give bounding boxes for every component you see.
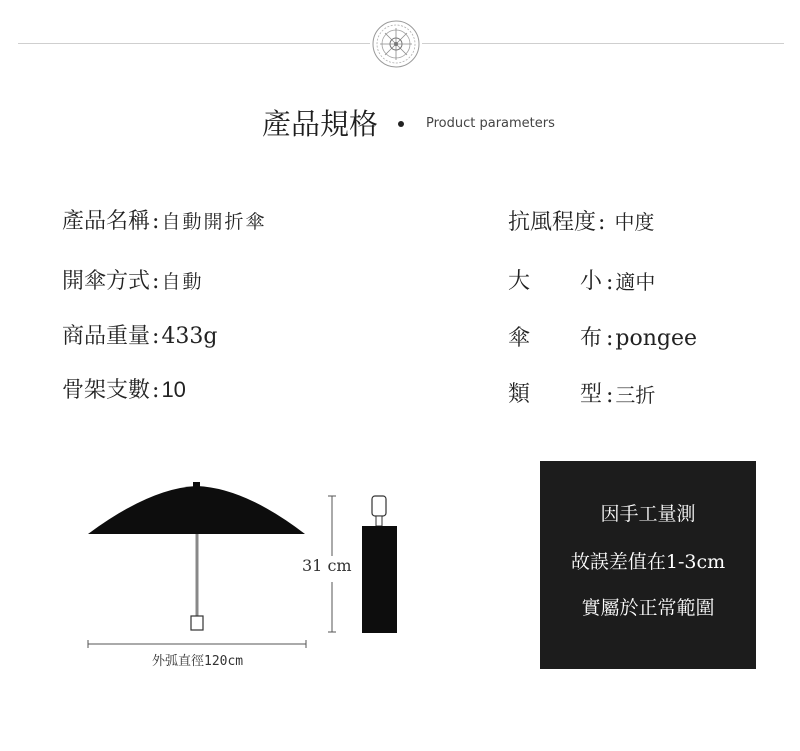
spec-type: 類 型 : 三折 bbox=[508, 382, 656, 408]
title-dot-icon bbox=[398, 121, 404, 127]
folded-handle-icon bbox=[372, 496, 386, 516]
header-divider-right bbox=[422, 43, 784, 44]
header-divider-left bbox=[18, 43, 370, 44]
spec-label-part-b: 布 bbox=[580, 326, 603, 351]
spec-value: 自動 bbox=[161, 271, 204, 293]
spec-open-method: 開傘方式: 自動 bbox=[62, 267, 203, 297]
spec-wind-resistance: 抗風程度: 中度 bbox=[508, 207, 654, 238]
umbrella-handle-icon bbox=[191, 616, 203, 630]
ornament-emblem-icon bbox=[371, 19, 421, 69]
spec-value: 自動開折傘 bbox=[161, 211, 267, 233]
note-line-3: 實屬於正常範圍 bbox=[581, 597, 715, 619]
spec-value: 三折 bbox=[615, 383, 656, 407]
spec-label: 抗風程度 bbox=[508, 210, 597, 235]
spec-fabric: 傘 布 :pongee bbox=[508, 324, 728, 354]
spec-weight: 商品重量:433g bbox=[62, 322, 218, 352]
umbrella-drawing bbox=[0, 470, 420, 680]
spec-label: 商品重量 bbox=[62, 324, 151, 349]
page-title: 產品規格 bbox=[262, 107, 379, 141]
section-heading bbox=[0, 104, 800, 144]
spec-value: pongee bbox=[615, 326, 698, 351]
spec-label-part-a: 大 bbox=[508, 269, 531, 294]
spec-value: 10 bbox=[161, 377, 186, 402]
measurement-note-box bbox=[540, 461, 756, 669]
height-dimension-label: 31 cm bbox=[302, 556, 352, 575]
umbrella-dimension-diagram bbox=[0, 470, 420, 680]
umbrella-canopy-icon bbox=[88, 486, 305, 534]
spec-value: 適中 bbox=[615, 270, 656, 294]
folded-umbrella-icon bbox=[362, 526, 397, 633]
width-dimension-label: 外弧直徑120cm bbox=[152, 654, 244, 669]
spec-value: 中度 bbox=[614, 210, 655, 234]
spec-label-part-a: 傘 bbox=[508, 326, 531, 351]
spec-rib-count: 骨架支數:10 bbox=[62, 375, 186, 406]
spec-size: 大 小 : 適中 bbox=[508, 269, 656, 295]
note-line-1: 因手工量測 bbox=[600, 503, 696, 525]
spec-label-part-a: 類 bbox=[508, 382, 531, 407]
umbrella-tip-icon bbox=[193, 482, 200, 488]
spec-label: 開傘方式 bbox=[62, 269, 151, 294]
spec-product-name: 產品名稱: 自動開折傘 bbox=[62, 207, 266, 237]
spec-label-part-b: 小 bbox=[580, 269, 603, 294]
spec-label-part-b: 型 bbox=[580, 382, 603, 407]
spec-label: 產品名稱 bbox=[62, 209, 151, 234]
spec-value: 433g bbox=[161, 324, 218, 349]
note-line-2: 故誤差值在1-3cm bbox=[570, 551, 726, 573]
page-subtitle: Product parameters bbox=[426, 116, 555, 131]
spec-label: 骨架支數 bbox=[62, 378, 151, 403]
